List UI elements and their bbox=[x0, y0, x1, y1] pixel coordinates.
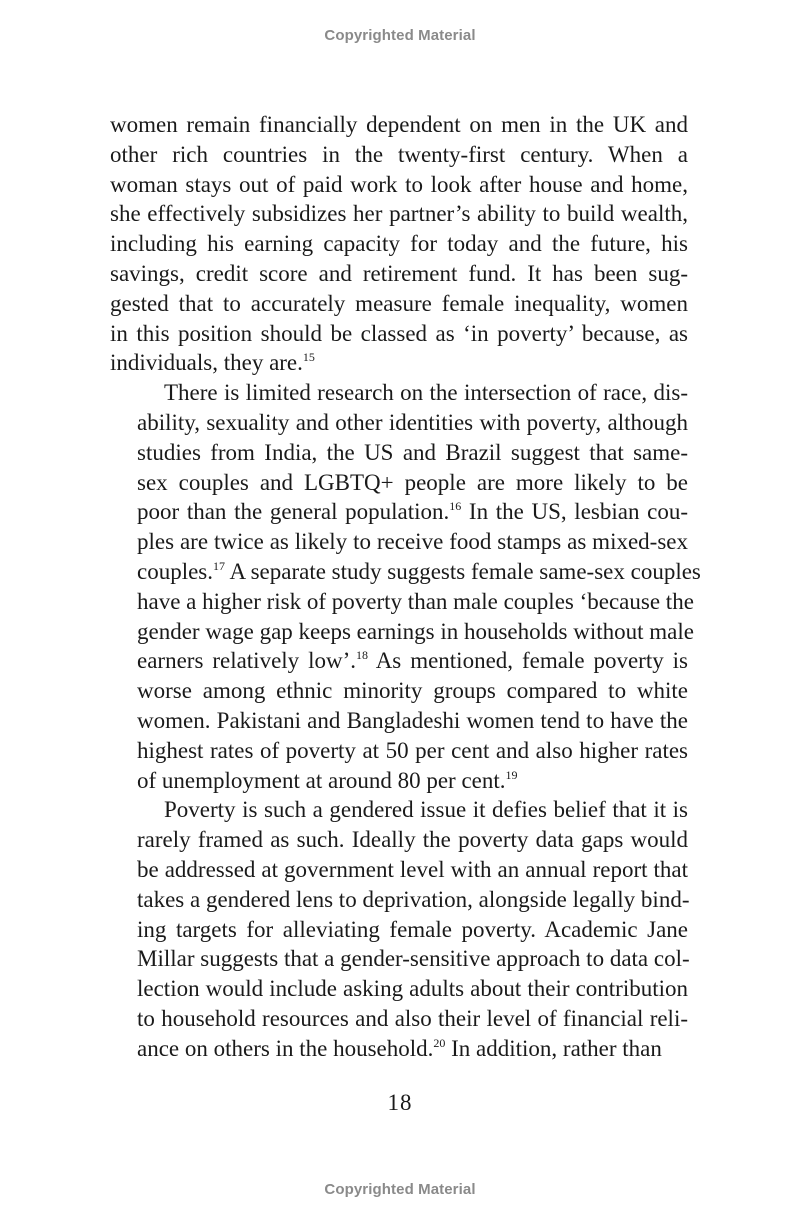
text-line: earners relatively low’.$^{18}$ As mentioned, female poverty is bbox=[137, 648, 689, 674]
text-line: individuals, they are.$^{15}$ bbox=[110, 350, 315, 376]
footnote-reference: 19 bbox=[505, 767, 518, 782]
text-line: sex couples and LGBTQ+ people are more likely to be bbox=[137, 469, 688, 495]
text-line: highest rates of poverty at 50 per cent and also higher rates bbox=[137, 737, 688, 763]
text-line: couples.$^{17}$ A separate study suggests female same-sex couples bbox=[137, 558, 701, 584]
text-line: to household resources and also their level of financial reli- bbox=[137, 1005, 688, 1031]
text-line: women remain financially dependent on men in the UK and bbox=[110, 112, 688, 137]
footnote-reference: 16 bbox=[449, 499, 462, 514]
page-number: 18 bbox=[387, 1090, 413, 1115]
footnote-reference: 17 bbox=[213, 558, 226, 573]
text-line: woman stays out of paid work to look after house and home, bbox=[110, 171, 688, 197]
text-line: women. Pakistani and Bangladeshi women tend to have the bbox=[137, 707, 688, 733]
text-line: other rich countries in the twenty-first century. When a bbox=[110, 141, 688, 167]
text-line: rarely framed as such. Ideally the poverty data gaps would bbox=[137, 827, 688, 853]
text-line: of unemployment at around 80 per cent.$^{19}$ bbox=[137, 767, 518, 793]
text-line: worse among ethnic minority groups compared to white bbox=[137, 678, 688, 704]
text-line: including his earning capacity for today and the future, his bbox=[110, 231, 688, 257]
text-line: Millar suggests that a gender-sensitive approach to data col- bbox=[137, 946, 690, 972]
text-line: studies from India, the US and Brazil suggest that same- bbox=[137, 439, 688, 465]
text-line: have a higher risk of poverty than male couples ‘because the bbox=[137, 588, 694, 614]
text-line: poor than the general population.$^{16}$ In the US, lesbian cou- bbox=[137, 499, 688, 525]
paragraph-2 bbox=[110, 378, 701, 795]
text-line: in this position should be classed as ‘in poverty’ because, as bbox=[110, 320, 688, 346]
text-line: gested that to accurately measure female inequality, women bbox=[110, 290, 688, 316]
text-line: lection would include asking adults about their contribution bbox=[137, 976, 688, 1002]
text-line: Poverty is such a gendered issue it defies belief that it is bbox=[164, 797, 688, 823]
body-text bbox=[110, 110, 701, 1064]
text-line: ing targets for alleviating female poverty. Academic Jane bbox=[137, 916, 688, 942]
footnote-reference: 15 bbox=[302, 350, 315, 365]
text-line: gender wage gap keeps earnings in households without male bbox=[137, 618, 694, 644]
text-line: savings, credit score and retirement fund. It has been sug- bbox=[110, 260, 688, 286]
paragraph-1 bbox=[110, 110, 688, 378]
text-line: There is limited research on the intersection of race, dis- bbox=[164, 380, 688, 406]
copyright-watermark-top: Copyrighted Material bbox=[324, 27, 476, 44]
paragraph-3 bbox=[110, 795, 688, 1063]
text-line: ability, sexuality and other identities with poverty, although bbox=[137, 409, 688, 435]
footnote-reference: 20 bbox=[433, 1035, 446, 1050]
text-line: be addressed at government level with an annual report that bbox=[137, 856, 688, 882]
text-line: she effectively subsidizes her partner’s ability to build wealth, bbox=[110, 201, 688, 227]
copyright-watermark-bottom: Copyrighted Material bbox=[324, 1181, 476, 1198]
text-line: ples are twice as likely to receive food stamps as mixed-sex bbox=[137, 529, 688, 555]
text-line: takes a gendered lens to deprivation, alongside legally bind- bbox=[137, 886, 690, 912]
text-line: ance on others in the household.$^{20}$ In addition, rather than bbox=[137, 1035, 662, 1061]
footnote-reference: 18 bbox=[356, 648, 369, 663]
